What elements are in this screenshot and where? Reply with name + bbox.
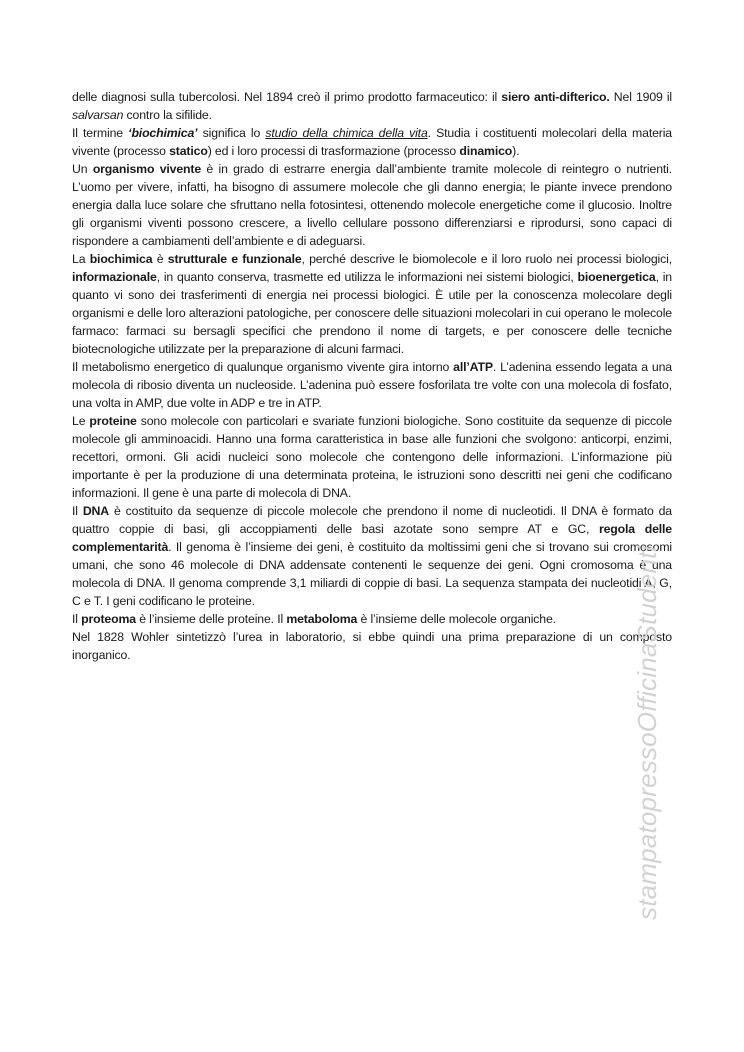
emphasis-run: salvarsan (72, 108, 124, 122)
text-run: . Il genoma è l’insieme dei geni, è costituito da moltissimi geni che si trovano sui cromosomi umani, che sono 46 molecole di DNA addensate contenenti le sequenze dei geni. Ogni cromosoma è una molecola di DNA. Il genoma comprende 3,1 miliardi di coppie di basi. La sequenza stampata dei nucleotidi A, G, C e T. I geni codificano le proteine. (72, 540, 672, 608)
text-run: è l’insieme delle molecole organiche. (357, 612, 556, 626)
emphasis-run: proteine (89, 414, 137, 428)
paragraph (72, 358, 672, 412)
emphasis-run: organismo vivente (92, 162, 202, 176)
text-run: Le (72, 414, 90, 428)
text-run: sono molecole con particolari e svariate funzioni biologiche. Sono costituite da sequenze di piccole molecole gli amminoacidi. Hanno una forma caratteristica in base alle funzioni che svolgono: anticorpi, enzimi, recettori, ormoni. Gli acidi nucleici sono molecole che contengono delle informazioni. L’informazione più importante è per la produzione di una determinata proteina, le istruzioni sono descritti nei geni che codificano informazioni. Il gene è una parte di molecola di DNA. (72, 414, 672, 500)
emphasis-run: metaboloma (286, 612, 358, 626)
text-run: significa lo (197, 126, 266, 140)
text-run: ). (512, 144, 520, 158)
emphasis-run: studio della chimica della vita (265, 126, 428, 140)
emphasis-run: DNA (82, 504, 110, 518)
paragraph (72, 160, 672, 250)
text-run: Nel 1828 Wohler sintetizzò l’urea in laboratorio, si ebbe quindi una prima preparazione di un composto inorganico. (72, 630, 672, 662)
emphasis-run: biochimica (89, 252, 153, 266)
text-run: è (152, 252, 168, 266)
text-run: Il (72, 612, 82, 626)
text-run: Il metabolismo energetico di qualunque organismo vivente gira intorno (72, 360, 454, 374)
paragraph (72, 628, 672, 664)
emphasis-run: regola delle complementarità (72, 522, 672, 554)
text-run: Il termine (72, 126, 129, 140)
text-run: contro la sifilide. (123, 108, 212, 122)
emphasis-run: informazionale (72, 270, 157, 284)
text-run: , perché descrive le biomolecole e il loro ruolo nei processi biologici, (301, 252, 672, 266)
text-run: Un (72, 162, 93, 176)
emphasis-run: all’ATP (453, 360, 493, 374)
text-run: è in grado di estrarre energia dall’ambiente tramite molecole di reintegro o nutrienti. L’uomo per vivere, infatti, ha bisogno di assumere molecole che gli danno energia; le piante invece prendono energia dalla luce solare che sfruttano nella fotosintesi, ottenendo molecole energetiche come il glucosio. Inoltre gli organismi viventi possono crescere, a livello cellulare possono differenziarsi e riprodursi, sono capaci di rispondere a cambiamenti dell’ambiente e di adeguarsi. (72, 162, 672, 248)
paragraph (72, 610, 672, 628)
paragraph (72, 124, 672, 160)
text-run: delle diagnosi sulla tubercolosi. Nel 1894 creò il primo prodotto farmaceutico: il (72, 90, 502, 104)
paragraph (72, 502, 672, 610)
text-run: Nel 1909 il (609, 90, 672, 104)
text-run: , in quanto vi sono dei trasferimenti di energia nei processi biologici. È utile per la conoscenza molecolare degli organismi e delle loro alterazioni patologiche, per conoscere delle situazioni molecolari in cui operano le molecole farmaco: farmaci su bersagli specifici che prendono il nome di targets, e per conoscere delle tecniche biotecnologiche utilizzate per la preparazione di alcuni farmaci. (72, 270, 672, 356)
emphasis-run: bioenergetica (577, 270, 656, 284)
emphasis-run: proteoma (81, 612, 136, 626)
text-run: . Studia i costituenti molecolari della materia vivente (processo (72, 126, 672, 158)
emphasis-run: dinamico (459, 144, 513, 158)
text-run: , in quanto conserva, trasmette ed utilizza le informazioni nei sistemi biologici, (156, 270, 578, 284)
emphasis-run: siero anti-difterico. (501, 90, 610, 104)
emphasis-run: ‘biochimica’ (128, 126, 198, 140)
document-body (72, 88, 672, 664)
paragraph (72, 88, 672, 124)
text-run: è l’insieme delle proteine. Il (135, 612, 287, 626)
text-run: . L’adenina essendo legata a una molecola di ribosio diventa un nucleoside. L’adenina può essere fosforilata tre volte con una molecola di fosfato, una volta in AMP, due volte in ADP e tre in ATP. (72, 360, 672, 410)
text-run: ) ed i loro processi di trasformazione (processo (207, 144, 460, 158)
text-run: è costituito da sequenze di piccole molecole che prendono il nome di nucleotidi. Il DNA è formato da quattro coppie di basi, gli accoppiamenti delle basi azotate sono sempre AT e GC, (72, 504, 672, 536)
text-run: Il (72, 504, 83, 518)
emphasis-run: statico (169, 144, 208, 158)
text-run: La (72, 252, 90, 266)
emphasis-run: strutturale e funzionale (167, 252, 302, 266)
paragraph (72, 412, 672, 502)
paragraph (72, 250, 672, 358)
watermark: stampatopressoOfficinaStudenti (632, 545, 662, 920)
